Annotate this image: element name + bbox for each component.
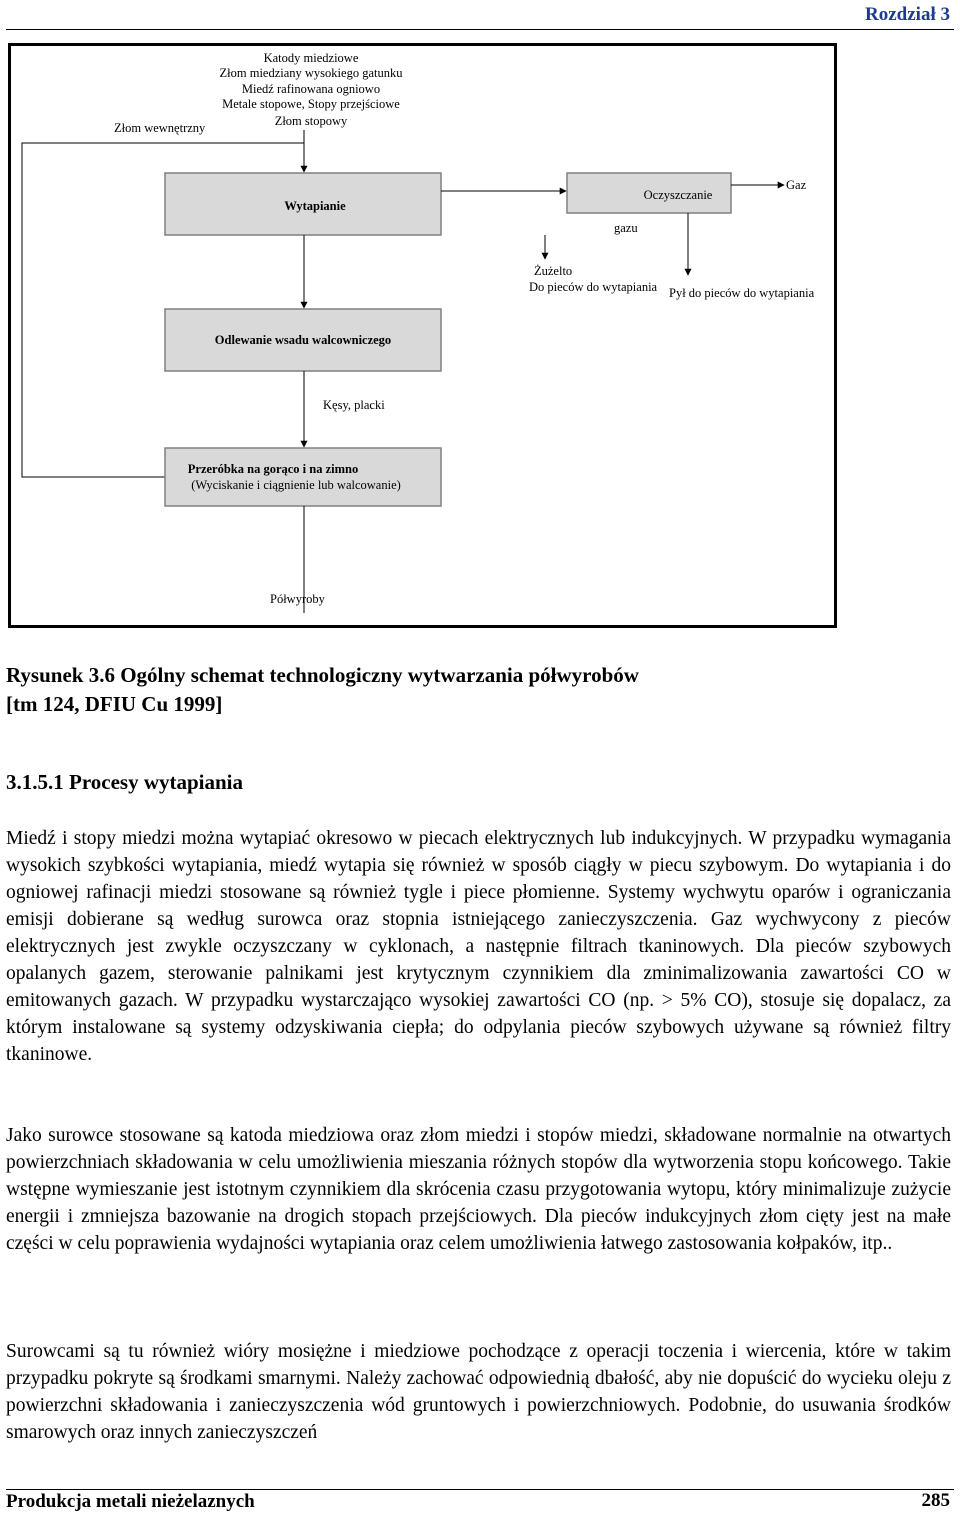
semi-products-label: Półwyroby [270,592,325,606]
working-label-line1: Przeróbka na gorąco i na zimno [187,462,359,476]
figure-caption [6,661,766,719]
slag-return-label: Do pieców do wytapiania [529,280,658,294]
body-paragraph: Jako surowce stosowane są katoda miedziowa oraz złom miedzi i stopów miedzi, składowane normalnie na otwartych powierzchniach składowania w celu umożliwienia mieszania różnych stopów dla wytworzenia stopu końcowego. Takie wstępne wymieszanie jest istotnym czynnikiem dla skrócenia czasu przygotowania wytopu, który minimalizuje zużycie energii i zmniejsza bazowanie na drogich stopach przejściowych. Dla pieców indukcyjnych złom cięty jest na małe części w celu poprawienia wydajności wytapiania oraz celem umożliwienia łatwego zastosowania kołpaków, itp.. [6,1125,951,1254]
slag-label: Żużelto [534,264,573,278]
input-item: Złom miedziany wysokiego gatunku [219,66,403,80]
input-item: Katody miedziowe [263,51,359,65]
input-item: Metale stopowe, Stopy przejściowe [222,97,400,111]
casting-label: Odlewanie wsadu walcowniczego [214,333,392,347]
melting-label: Wytapianie [284,199,346,213]
cleaning-label: Oczyszczanie [643,188,713,202]
working-label-line2: (Wyciskanie i ciągnienie lub walcowanie) [191,478,401,492]
header-rule [6,29,954,30]
internal-scrap-label: Złom wewnętrzny [114,121,206,135]
caption-line2: [tm 124, DFIU Cu 1999] [6,692,223,716]
chapter-header: Rozdział 3 [865,4,950,25]
input-item: Miedź rafinowana ogniowo [241,82,381,96]
working-box [165,448,441,506]
gas-out-label: Gaz [786,178,807,192]
input-item: Złom stopowy [274,114,348,128]
body-paragraph: Miedź i stopy miedzi można wytapiać okresowo w piecach elektrycznych lub indukcyjnych. W przypadku wymagania wysokich szybkości wytapiania, miedź wytapia się również w sposób ciągły w piecu szybowym. Do wytapiania i do ogniowej rafinacji miedzi stosowane są również tygle i piece płomienne. Systemy wychwytu oparów i ograniczania emisji dobierane są według surowca oraz stopnia istniejącego zanieczyszczenia. Gaz wychwycony z pieców elektrycznych jest zwykle oczyszczany w cyklonach, a następnie filtrach tkaninowych. Dla pieców szybowych opalanych gazem, sterowanie palnikami jest krytycznym czynnikiem dla zminimalizowania zawartości CO w emitowanych gazach. W przypadku wystarczająco wysokiej zawartości CO (np. > 5% CO), stosuje się dopalacz, za którym instalowane są systemy odzyskiwania ciepła; do odpylania pieców szybowych używane są również filtry tkaninowe. [6,828,951,1065]
footer-title: Produkcja metali nieżelaznych [6,1491,255,1512]
billets-label: Kęsy, placki [323,398,385,412]
gas-in-label: gazu [614,221,638,235]
section-heading: 3.1.5.1 Procesy wytapiania [6,770,244,794]
footer-rule [6,1489,954,1490]
process-flow-diagram [8,43,838,629]
body-paragraph: Surowcami są tu również wióry mosiężne i miedziowe pochodzące z operacji toczenia i wiercenia, które w takim przypadku pokryte są środkami smarnymi. Należy zachować odpowiednią dbałość, aby nie dopuścić do wycieku oleju z powierzchni składowania i zanieczyszczenia wód gruntowych i powierzchniowych. Podobnie, do usuwania środków smarowych oraz innych zanieczyszczeń [6,1341,951,1443]
caption-line1: Rysunek 3.6 Ogólny schemat technologiczny wytwarzania półwyrobów [6,663,639,687]
page-number: 285 [921,1490,950,1511]
dust-return-label: Pył do pieców do wytapiania [669,286,815,300]
